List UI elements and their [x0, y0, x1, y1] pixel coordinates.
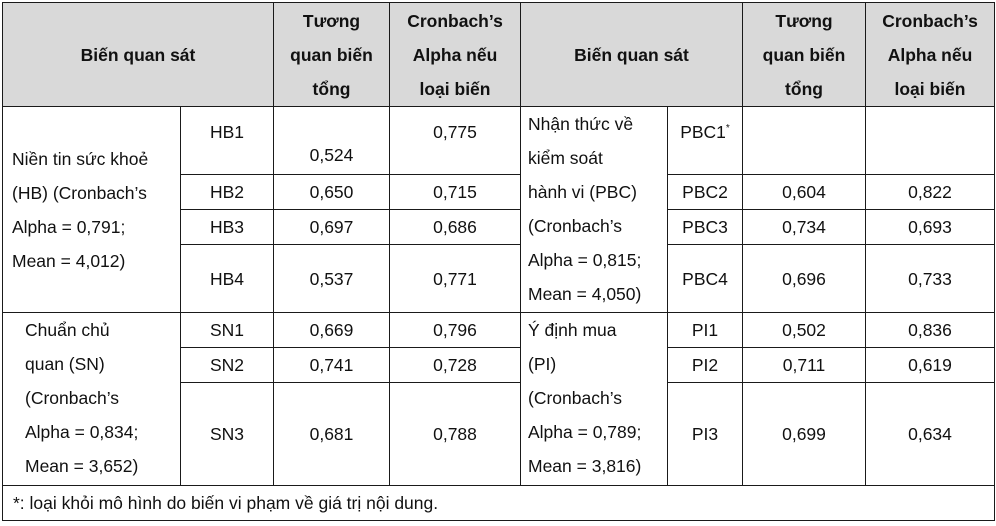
item-total-correlation: 0,734: [743, 210, 866, 245]
item-code: PI3: [668, 383, 743, 486]
item-total-correlation: 0,741: [274, 348, 390, 383]
alpha-if-deleted: 0,775: [390, 107, 521, 175]
group-label-hb: Niền tin sức khoẻ (HB) (Cronbach’s Alpha = 0,791; Mean = 4,012): [3, 107, 181, 313]
item-total-correlation: 0,699: [743, 383, 866, 486]
item-code: [668, 107, 743, 175]
exclusion-mark: *: [725, 123, 730, 135]
alpha-if-deleted: 0,733: [866, 245, 995, 313]
alpha-if-deleted: 0,634: [866, 383, 995, 486]
item-total-correlation: 0,502: [743, 313, 866, 348]
item-code: HB1: [181, 107, 274, 175]
footnote-row: [3, 486, 995, 521]
item-code: PI1: [668, 313, 743, 348]
alpha-if-deleted: 0,728: [390, 348, 521, 383]
header-variable-left: Biến quan sát: [3, 3, 274, 107]
item-total-correlation: 0,681: [274, 383, 390, 486]
footnote: *: loại khỏi mô hình do biến vi phạm về giá trị nội dung.: [3, 486, 995, 521]
group-label-pi: Ý định mua (PI) (Cronbach’s Alpha = 0,789; Mean = 3,816): [521, 313, 668, 486]
item-total-correlation: 0,696: [743, 245, 866, 313]
header-variable-right: Biến quan sát: [521, 3, 743, 107]
header-alpha-left: Cronbach’s Alpha nếu loại biến: [390, 3, 521, 107]
item-total-correlation: 0,711: [743, 348, 866, 383]
alpha-if-deleted: 0,796: [390, 313, 521, 348]
item-code: SN2: [181, 348, 274, 383]
alpha-if-deleted: 0,771: [390, 245, 521, 313]
table-row: [3, 313, 995, 348]
item-code: PBC2: [668, 175, 743, 210]
item-total-correlation: [743, 107, 866, 175]
item-code: PBC4: [668, 245, 743, 313]
item-code: SN1: [181, 313, 274, 348]
group-label-sn: Chuẩn chủ quan (SN) (Cronbach’s Alpha = 0,834; Mean = 3,652): [3, 313, 181, 486]
item-total-correlation: 0,524: [274, 107, 390, 175]
alpha-if-deleted: [866, 107, 995, 175]
item-total-correlation: 0,697: [274, 210, 390, 245]
header-item-total-right: Tương quan biến tổng: [743, 3, 866, 107]
alpha-if-deleted: 0,788: [390, 383, 521, 486]
alpha-if-deleted: 0,822: [866, 175, 995, 210]
item-total-correlation: 0,537: [274, 245, 390, 313]
item-total-correlation: 0,604: [743, 175, 866, 210]
group-label-pbc: Nhận thức về kiểm soát hành vi (PBC) (Cronbach’s Alpha = 0,815; Mean = 4,050): [521, 107, 668, 313]
item-code: PI2: [668, 348, 743, 383]
item-total-correlation: 0,650: [274, 175, 390, 210]
item-code: HB4: [181, 245, 274, 313]
item-code: PBC3: [668, 210, 743, 245]
item-code: SN3: [181, 383, 274, 486]
item-total-correlation: 0,669: [274, 313, 390, 348]
cronbach-alpha-table: [2, 2, 995, 521]
item-code: HB3: [181, 210, 274, 245]
table-row: [3, 107, 995, 175]
item-code-text: PBC1: [680, 122, 726, 142]
alpha-if-deleted: 0,693: [866, 210, 995, 245]
alpha-if-deleted: 0,836: [866, 313, 995, 348]
header-row: [3, 3, 995, 107]
alpha-if-deleted: 0,619: [866, 348, 995, 383]
alpha-if-deleted: 0,686: [390, 210, 521, 245]
alpha-if-deleted: 0,715: [390, 175, 521, 210]
item-code: HB2: [181, 175, 274, 210]
header-item-total-left: Tương quan biến tổng: [274, 3, 390, 107]
header-alpha-right: Cronbach’s Alpha nếu loại biến: [866, 3, 995, 107]
